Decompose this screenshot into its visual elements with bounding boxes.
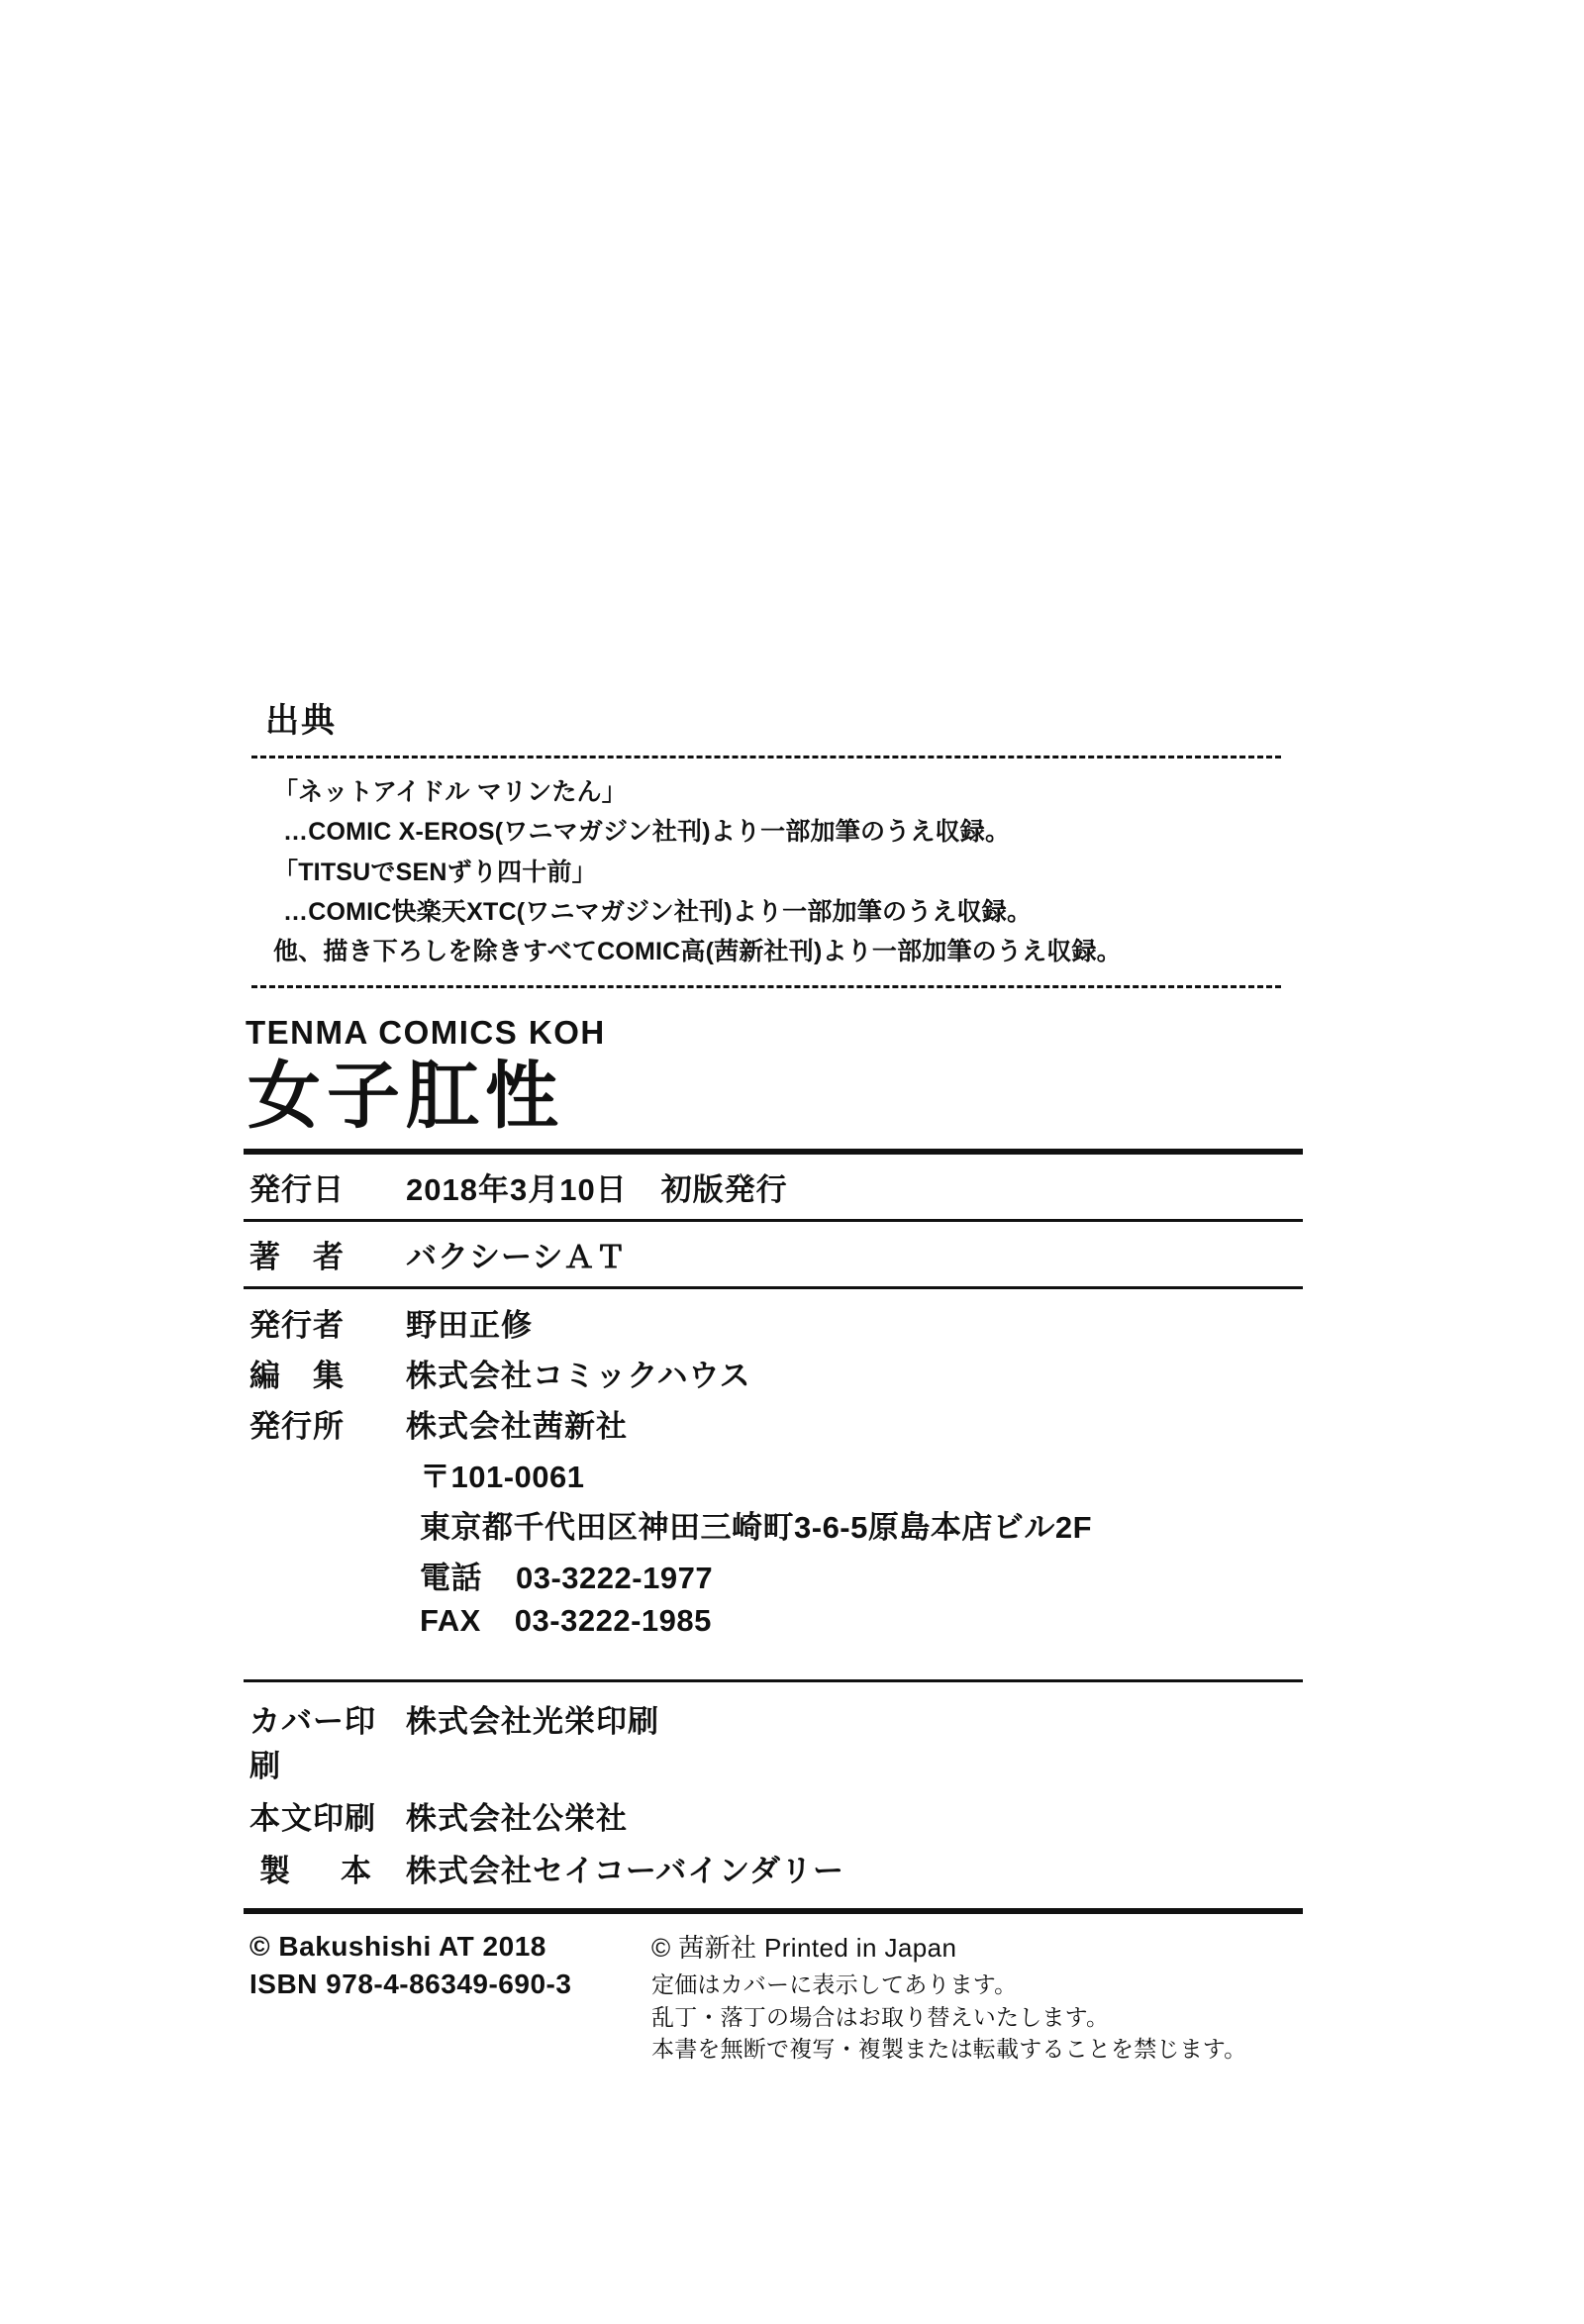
publication-date-text: 2018年3月10日: [406, 1171, 628, 1207]
source-line: …COMIC快楽天XTC(ワニマガジン社刊)より一部加筆のうえ収録。: [283, 897, 1033, 926]
publisher-label: 発行者: [249, 1307, 345, 1343]
footer-left-column: [236, 1928, 651, 2066]
imprint-section: [236, 1149, 1315, 1654]
street-address: 東京都千代田区神田三崎町3-6-5原島本店ビル2F: [420, 1509, 1093, 1545]
source-line: …COMIC X-EROS(ワニマガジン社刊)より一部加筆のうえ収録。: [283, 818, 1011, 847]
notice-line: 乱丁・落丁の場合はお取り替えいたします。: [651, 2003, 1110, 2030]
title-section: [236, 1014, 1315, 1138]
sources-section: [236, 693, 1315, 988]
isbn-line: ISBN 978-4-86349-690-3: [249, 1968, 572, 1999]
source-line: 他、描き下ろしを除きすべてCOMIC高(茜新社刊)より一部加筆のうえ収録。: [273, 938, 1122, 965]
cover-print-row: [236, 1692, 1315, 1789]
sources-list: [273, 774, 1315, 969]
postal-code: 〒101-0061: [420, 1459, 585, 1494]
telephone-value: 03-3222-1977: [516, 1560, 714, 1595]
company-row: [236, 1398, 1315, 1449]
text-print-label: 本文印刷: [249, 1800, 376, 1836]
publisher-copyright-line: © 茜新社 Printed in Japan: [651, 1932, 957, 1963]
publisher-row: [236, 1297, 1315, 1348]
footer-section: [236, 1914, 1315, 2066]
notice-line: 本書を無断で複写・複製または転載することを禁じます。: [651, 2036, 1247, 2063]
editor-label: 編 集: [249, 1358, 345, 1393]
text-print-value: 株式会社公栄社: [406, 1800, 628, 1836]
publisher-block: [236, 1289, 1315, 1654]
binding-value: 株式会社セイコーバインダリー: [406, 1853, 845, 1888]
production-rows: [236, 1682, 1315, 1908]
sources-heading: 出典: [265, 702, 337, 740]
cover-print-value: 株式会社光栄印刷: [406, 1703, 659, 1739]
publication-date-label: 発行日: [249, 1171, 345, 1207]
publication-date-row: [236, 1155, 1315, 1219]
editor-row: [236, 1348, 1315, 1398]
fax-value: 03-3222-1985: [514, 1602, 712, 1638]
book-title: 女子肛性: [248, 1055, 564, 1138]
fax-label: FAX: [420, 1602, 481, 1638]
binding-label: 製 本: [259, 1853, 381, 1888]
colophon-content: [236, 693, 1315, 2066]
source-line: 「TITSUでSENずり四十前」: [273, 858, 597, 886]
publication-edition-text: 初版発行: [660, 1171, 788, 1207]
fax-line: [236, 1600, 1315, 1642]
production-section: [236, 1679, 1315, 1914]
company-label: 発行所: [249, 1408, 345, 1444]
copyright-line: © Bakushishi AT 2018: [249, 1930, 546, 1962]
dashed-divider-bottom: [251, 985, 1281, 988]
author-label: 著 者: [249, 1239, 345, 1274]
series-label: TENMA COMICS KOH: [246, 1014, 606, 1052]
notice-line: 定価はカバーに表示してあります。: [651, 1970, 1018, 1997]
publisher-value: 野田正修: [406, 1307, 533, 1343]
dashed-divider-top: [251, 756, 1281, 758]
telephone-label: 電話: [420, 1560, 482, 1595]
source-line: 「ネットアイドル マリンたん」: [273, 778, 627, 806]
author-value: バクシーシＡＴ: [406, 1239, 628, 1274]
company-value: 株式会社茜新社: [406, 1408, 628, 1444]
cover-print-label: カバー印刷: [249, 1703, 376, 1783]
footer-right-column: [651, 1928, 1315, 2066]
telephone-line: [236, 1550, 1315, 1600]
text-print-row: [236, 1789, 1315, 1842]
binding-row: [236, 1842, 1315, 1894]
author-row: [236, 1222, 1315, 1286]
editor-value: 株式会社コミックハウス: [406, 1358, 751, 1393]
publication-date-value: [406, 1164, 1315, 1209]
